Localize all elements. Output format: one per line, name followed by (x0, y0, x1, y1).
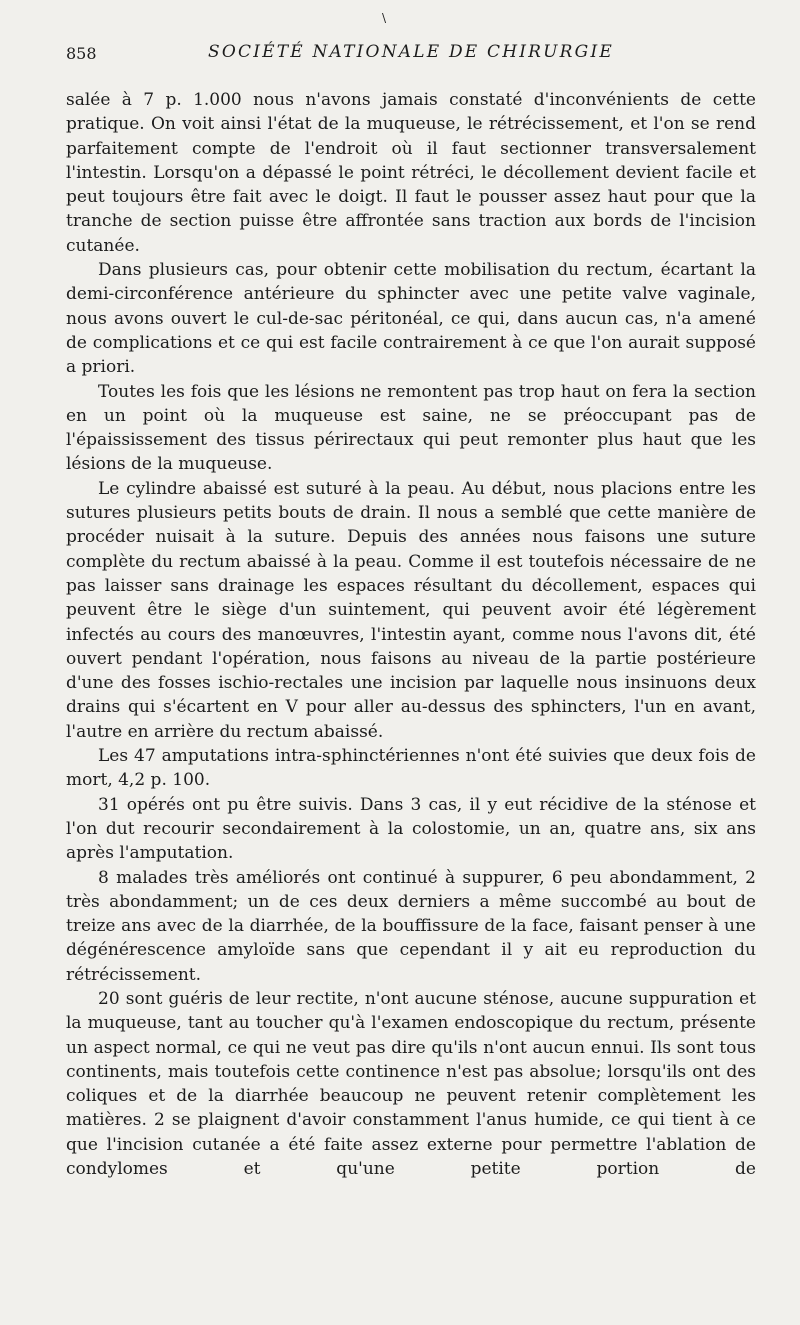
paragraph: 8 malades très améliorés ont continué à suppurer, 6 peu abondamment, 2 très abondamment; un de ces deux derniers a même succombé au bout de treize ans avec de la diarrhée, de la bouffissure de la face, faisant penser à une dégénérescence amyloïde sans que cependant il y ait eu reproduction du rétrécissement. (66, 867, 756, 985)
running-title: SOCIÉTÉ NATIONALE DE CHIRURGIE (208, 42, 614, 62)
paragraph: Dans plusieurs cas, pour obtenir cette mobilisation du rectum, écartant la demi-circonférence antérieure du sphincter avec une petite valve vaginale, nous avons ouvert le cul-de-sac péritonéal, ce qui, dans aucun cas, n'a amené de complications et ce qui est facile contrairement à ce que l'on aurait supposé a priori. (66, 260, 756, 378)
paragraph: 31 opérés ont pu être suivis. Dans 3 cas, il y eut récidive de la sténose et l'on dut recourir secondairement à la colostomie, un an, quatre ans, six ans après l'amputation. (66, 794, 756, 864)
page-number: 858 (66, 44, 97, 63)
page-header (66, 42, 756, 66)
top-mark: \ (382, 11, 387, 25)
paragraph: Toutes les fois que les lésions ne remontent pas trop haut on fera la section en un point où la muqueuse est saine, ne se préoccupant pas de l'épaississement des tissus périrectaux qui peut remonter plus haut que les lésions de la muqueuse. (66, 381, 756, 475)
paragraph: Les 47 amputations intra-sphinctériennes n'ont été suivies que deux fois de mort, 4,2 p. 100. (66, 746, 756, 791)
paragraph-continuation: salée à 7 p. 1.000 nous n'avons jamais constaté d'inconvénients de cette pratique. On voit ainsi l'état de la muqueuse, le rétrécissement, et l'on se rend parfaitement compte de l'endroit où il faut sectionner transversalement l'intestin. Lorsqu'on a dépassé le point rétréci, le décollement devient facile et peut toujours être fait avec le doigt. Il faut le pousser assez haut pour que la tranche de section puisse être affrontée sans traction aux bords de l'incision cutanée. (66, 90, 756, 256)
body-text (66, 88, 756, 1181)
paragraph: Le cylindre abaissé est suturé à la peau. Au début, nous placions entre les sutures plusieurs petits bouts de drain. Il nous a semblé que cette manière de procéder nuisait à la suture. Depuis des années nous faisons une suture complète du rectum abaissé à la peau. Comme il est toutefois nécessaire de ne pas laisser sans drainage les espaces résultant du décollement, espaces qui peuvent être le siège d'un suintement, qui peuvent avoir été légèrement infectés au cours des manœuvres, l'intestin ayant, comme nous l'avons dit, été ouvert pendant l'opération, nous faisons au niveau de la partie postérieure d'une des fosses ischio-rectales une incision par laquelle nous insinuons deux drains qui s'écartent en V pour aller au-dessus des sphincters, l'un en avant, l'autre en arrière du rectum abaissé. (66, 478, 756, 742)
paragraph: 20 sont guéris de leur rectite, n'ont aucune sténose, aucune suppuration et la muqueuse, tant au toucher qu'à l'examen endoscopique du rectum, présente un aspect normal, ce qui ne veut pas dire qu'ils n'ont aucun ennui. Ils sont tous continents, mais toutefois cette continence n'est pas absolue; lorsqu'ils ont des coliques et de la diarrhée beaucoup ne peuvent retenir complètement les matières. 2 se plaignent d'avoir constamment l'anus humide, ce qui tient à ce que l'incision cutanée a été faite assez externe pour permettre l'ablation de condylomes et qu'une petite portion de (66, 988, 756, 1180)
